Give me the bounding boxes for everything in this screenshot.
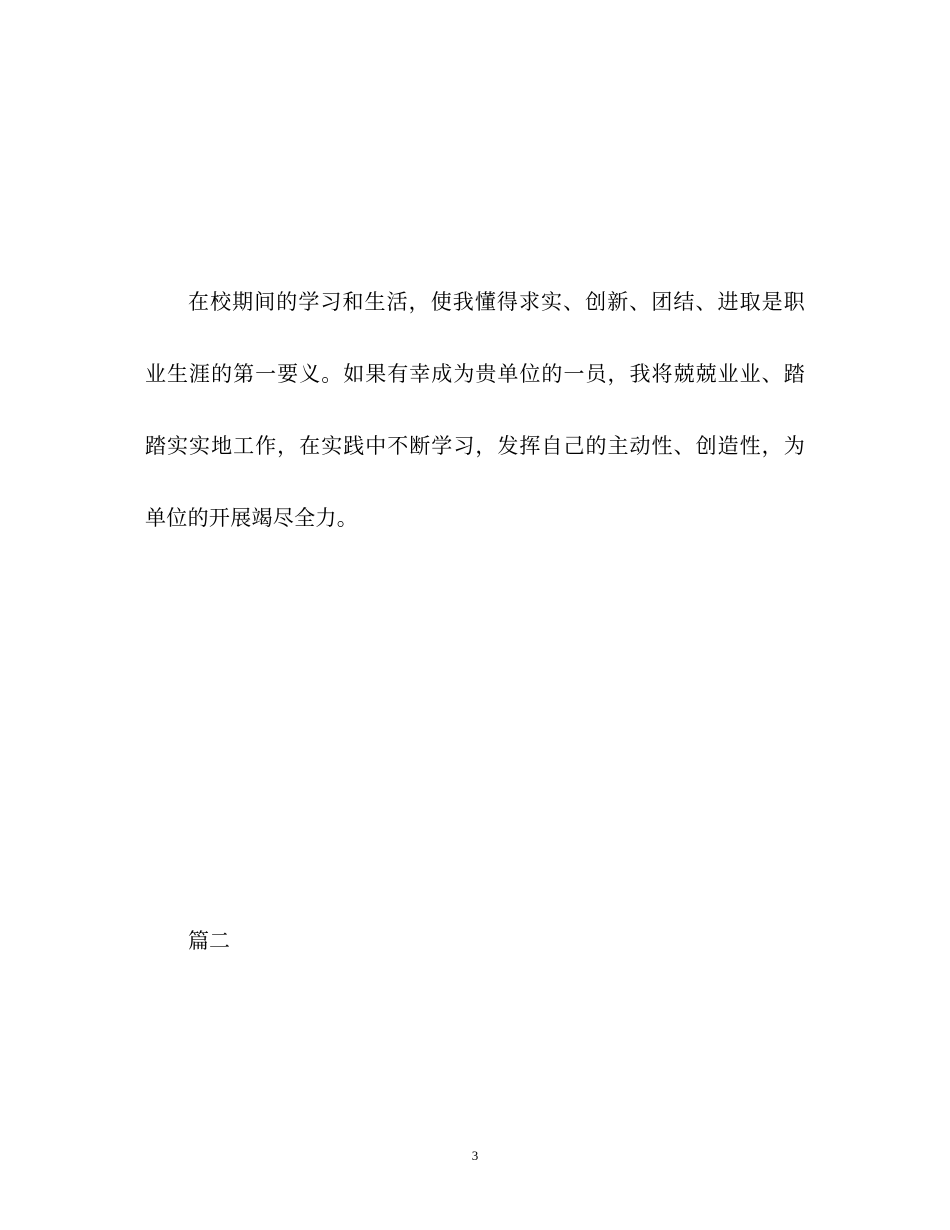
page-number: 3	[471, 1148, 479, 1163]
body-paragraph: 在校期间的学习和生活，使我懂得求实、创新、团结、进取是职业生涯的第一要义。如果有幸成为贵单位的一员，我将兢兢业业、踏踏实实地工作，在实践中不断学习，发挥自己的主动性、创造性，为单位的开展竭尽全力。	[145, 290, 805, 530]
section-heading: 篇二	[188, 929, 230, 953]
